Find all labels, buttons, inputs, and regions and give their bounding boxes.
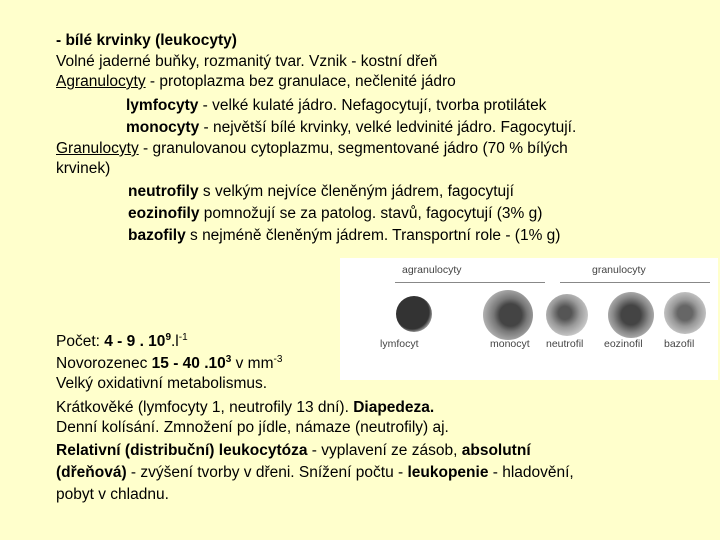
figure-group-line-granulocyty	[560, 282, 710, 283]
relative-line-3: pobyt v chladnu.	[56, 486, 169, 503]
neutrofil-cell-image	[546, 294, 588, 336]
bazofil-cell-image	[664, 292, 706, 334]
intro-line: Volné jaderné buňky, rozmanitý tvar. Vznik - kostní dřeň	[56, 53, 438, 70]
figure-group-line-agranulocyty	[395, 282, 545, 283]
newborn-line: Novorozenec 15 - 40 $.10^3$ v $mm^{-3}$	[56, 354, 283, 372]
count-line: Počet: 4 - 9 . $10^9.l^{-1}$	[56, 332, 188, 350]
agranulocyty-line: Agranulocyty - protoplazma bez granulace, nečlenité jádro	[56, 73, 456, 90]
neutrofily-line: neutrofily s velkým nejvíce členěným jádrem, fagocytují	[128, 183, 514, 200]
lifespan-line: Krátkověké (lymfocyty 1, neutrofily 13 dní). Diapedeza.	[56, 399, 435, 416]
relative-line-2: (dřeňová) - zvýšení tvorby v dřeni. Snížení počtu - leukopenie - hladovění,	[56, 464, 574, 481]
figure-group-agranulocyty: agranulocyty	[402, 264, 462, 276]
figure-label-eozinofil: eozinofil	[604, 338, 643, 350]
relative-line-1: Relativní (distribuční) leukocytóza - vyplavení ze zásob, absolutní	[56, 442, 531, 459]
figure-label-lymfocyt: lymfocyt	[380, 338, 419, 350]
figure-group-granulocyty: granulocyty	[592, 264, 646, 276]
eozinofil-cell-image	[608, 292, 654, 338]
daily-line: Denní kolísání. Zmnožení po jídle, námaze (neutrofily) aj.	[56, 419, 449, 436]
figure-label-bazofil: bazofil	[664, 338, 695, 350]
section-title: - bílé krvinky (leukocyty)	[56, 32, 237, 49]
monocyty-line: monocyty - největší bílé krvinky, velké ledvinité jádro. Fagocytují.	[126, 119, 577, 136]
leukocyte-figure	[340, 258, 718, 380]
granulocyty-line-2: krvinek)	[56, 160, 111, 177]
eozinofily-line: eozinofily pomnožují se za patolog. stavů, fagocytují (3% g)	[128, 205, 543, 222]
granulocyty-line: Granulocyty - granulovanou cytoplazmu, segmentované jádro (70 % bílých	[56, 140, 568, 157]
figure-label-neutrofil: neutrofil	[546, 338, 584, 350]
lymfocyty-line: lymfocyty - velké kulaté jádro. Nefagocytují, tvorba protilátek	[126, 97, 547, 114]
agranulocyty-term: Agranulocyty	[56, 73, 146, 90]
monocyt-cell-image	[483, 290, 533, 340]
bazofily-line: bazofily s nejméně členěným jádrem. Transportní role - (1% g)	[128, 227, 561, 244]
granulocyty-term: Granulocyty	[56, 140, 139, 157]
metabolism-line: Velký oxidativní metabolismus.	[56, 375, 268, 392]
figure-label-monocyt: monocyt	[490, 338, 530, 350]
lymfocyt-cell-image	[396, 296, 432, 332]
